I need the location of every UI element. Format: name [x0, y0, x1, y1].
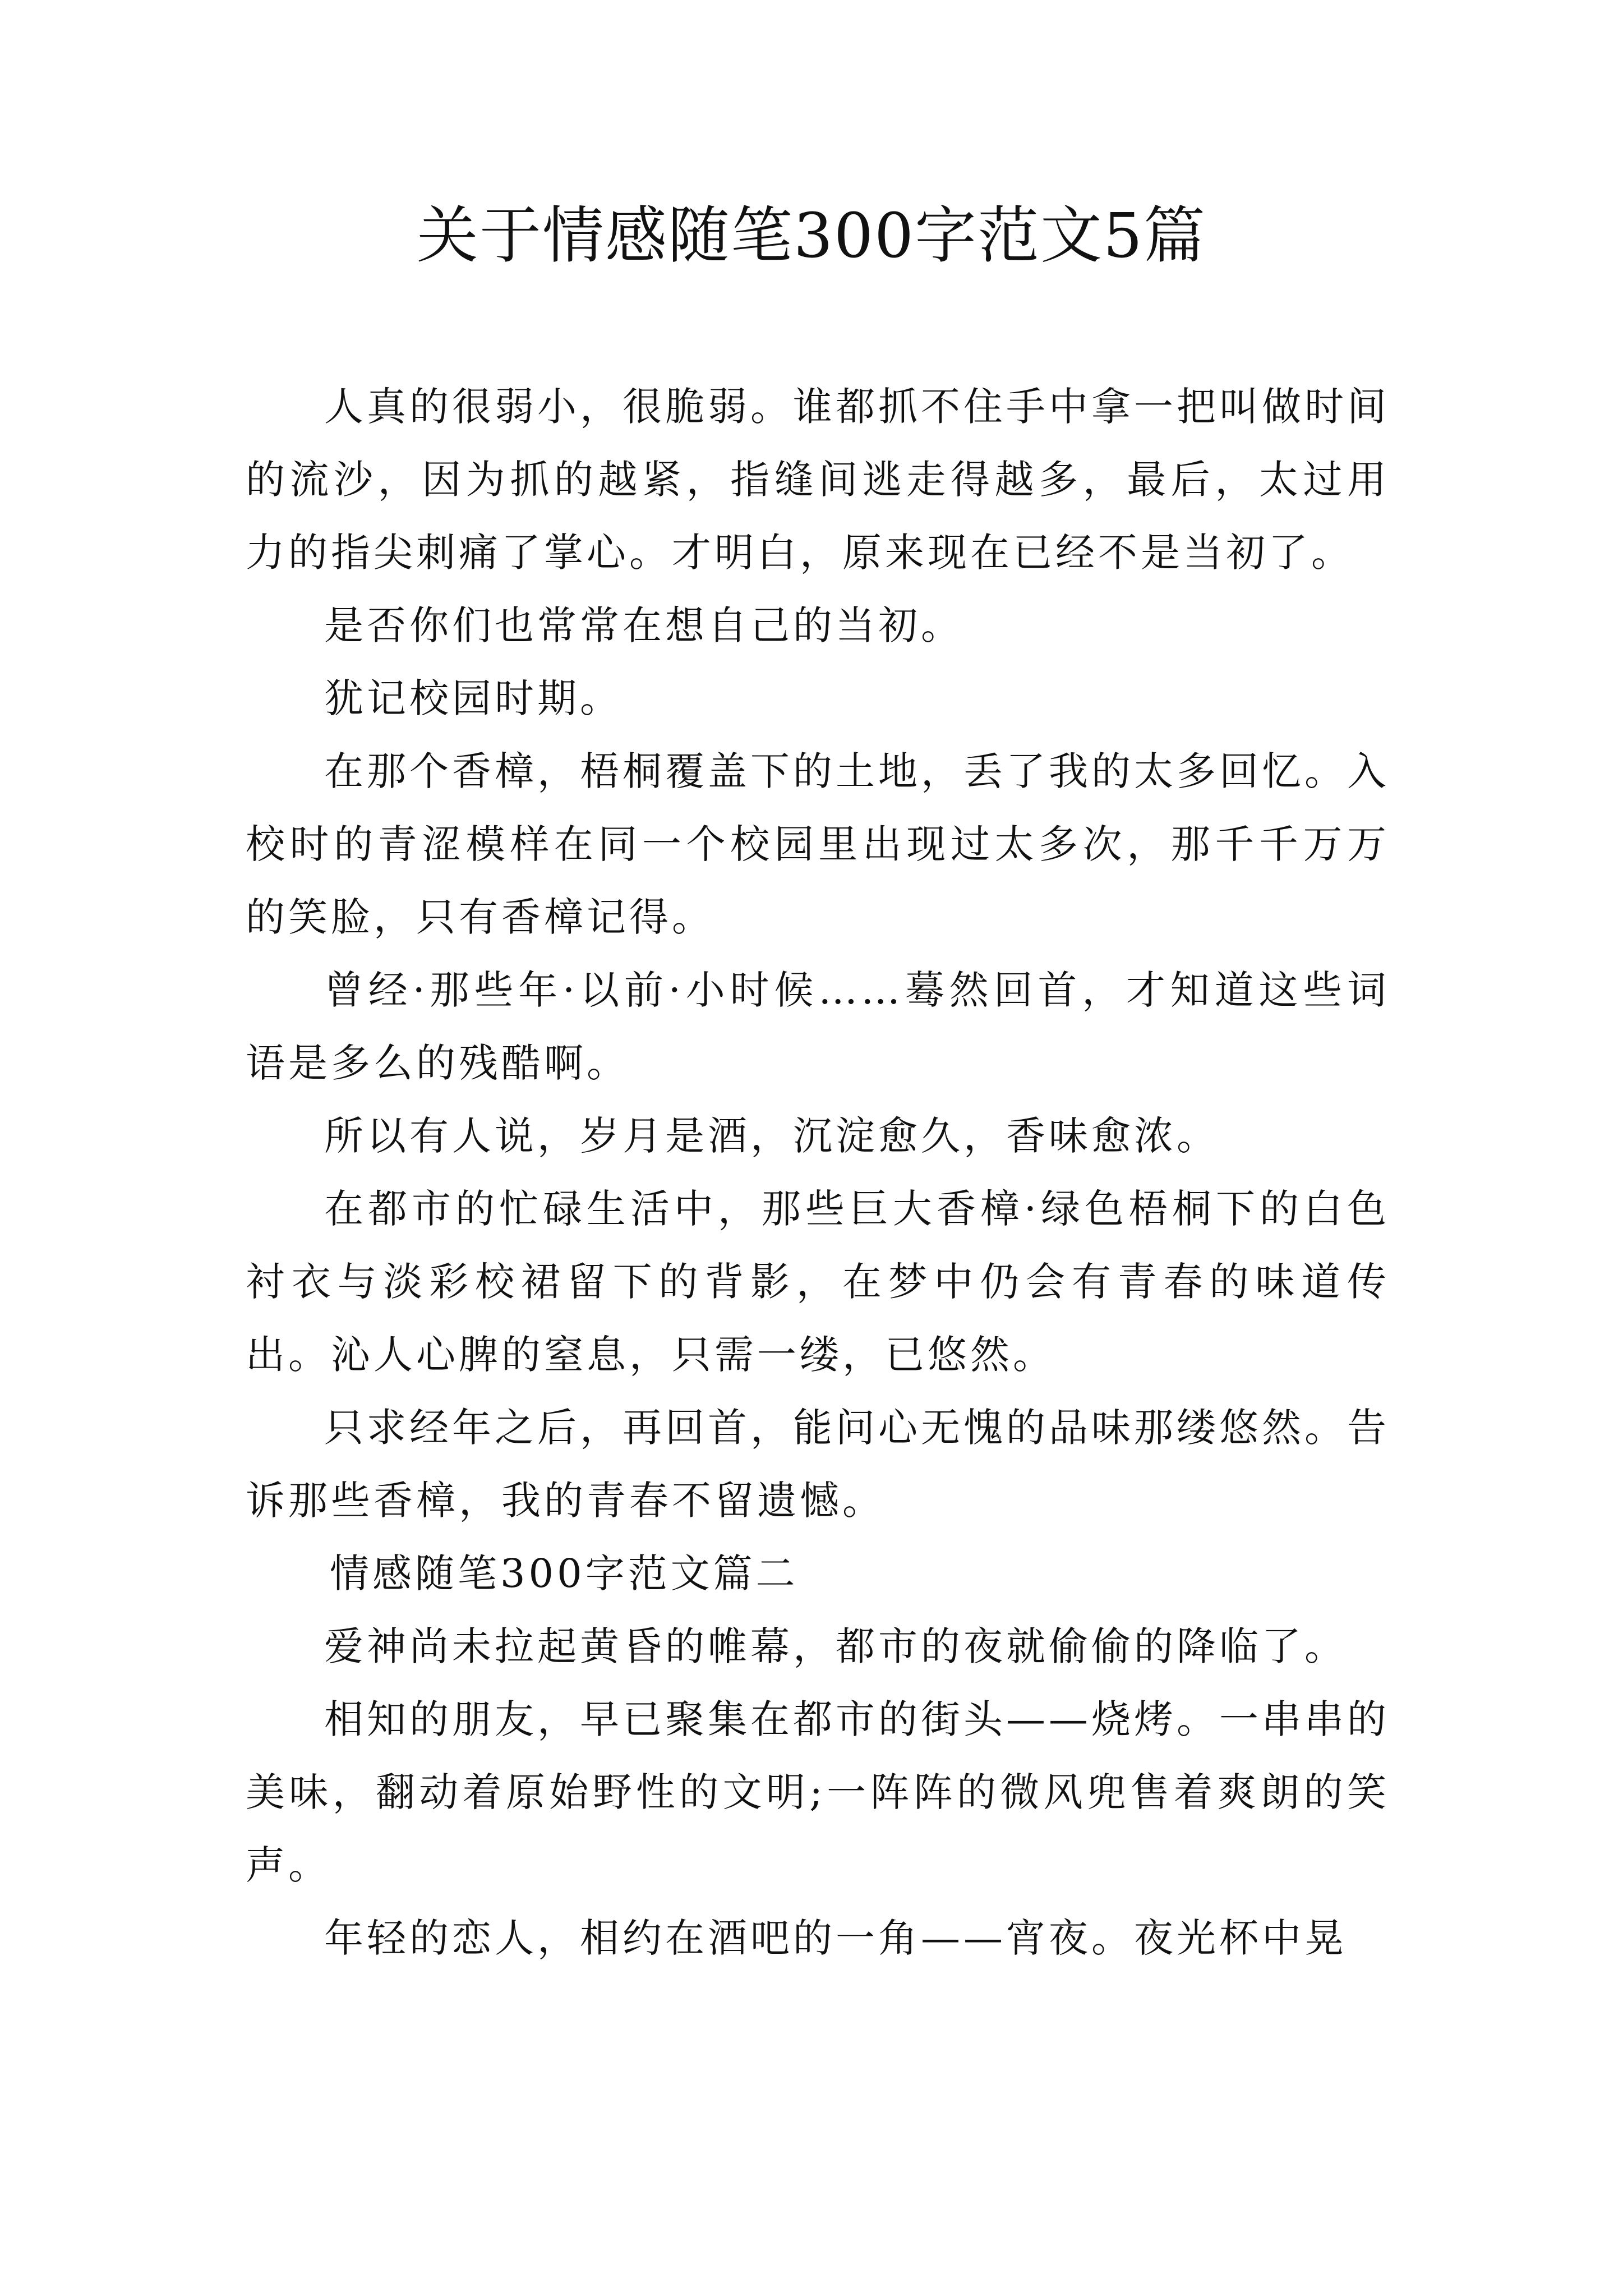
- paragraph: 所以有人说，岁月是酒，沉淀愈久，香味愈浓。: [324, 1113, 1219, 1159]
- section-heading: 情感随笔300字范文篇二: [330, 1550, 799, 1596]
- paragraph: 曾经·那些年·以前·小时候……蓦然回首，才知道这些词语是多么的残酷啊。: [246, 967, 1390, 1086]
- paragraph: 相知的朋友，早已聚集在都市的街头——烧烤。一串串的美味，翻动着原始野性的文明;一阵阵的微风兜售着爽朗的笑声。: [246, 1696, 1390, 1888]
- document-title: 关于情感随笔300字范文5篇: [417, 200, 1206, 272]
- document-body: [246, 370, 1390, 1975]
- paragraph: 只求经年之后，再回首，能问心无愧的品味那缕悠然。告诉那些香樟，我的青春不留遗憾。: [246, 1405, 1390, 1524]
- paragraph: 是否你们也常常在想自己的当初。: [324, 602, 963, 648]
- paragraph: 年轻的恋人，相约在酒吧的一角——宵夜。夜光杯中晃: [324, 1915, 1347, 1961]
- paragraph: 犹记校园时期。: [324, 675, 623, 721]
- paragraph: 爱神尚未拉起黄昏的帷幕，都市的夜就偷偷的降临了。: [324, 1623, 1347, 1669]
- paragraph: 在那个香樟，梧桐覆盖下的土地，丢了我的太多回忆。入校时的青涩模样在同一个校园里出现过太多次，那千千万万的笑脸，只有香樟记得。: [246, 748, 1390, 940]
- paragraph: 人真的很弱小，很脆弱。谁都抓不住手中拿一把叫做时间的流沙，因为抓的越紧，指缝间逃走得越多，最后，太过用力的指尖刺痛了掌心。才明白，原来现在已经不是当初了。: [246, 384, 1390, 576]
- paragraph: 在都市的忙碌生活中，那些巨大香樟·绿色梧桐下的白色衬衣与淡彩校裙留下的背影，在梦中仍会有青春的味道传出。沁人心脾的窒息，只需一缕，已悠然。: [246, 1186, 1390, 1378]
